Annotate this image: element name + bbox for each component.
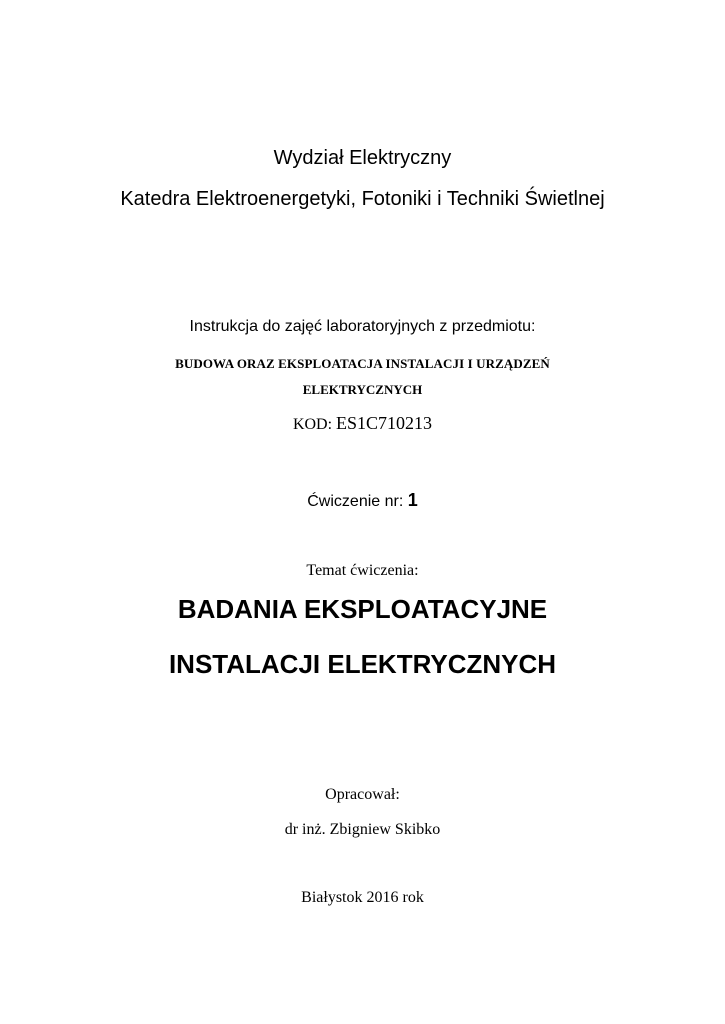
course-code-value: ES1C710213 xyxy=(336,413,433,433)
course-name-line1: BUDOWA ORAZ EKSPLOATACJA INSTALACJI I URZĄDZEŃ xyxy=(175,356,550,371)
course-code-label: KOD: xyxy=(292,416,337,433)
course-code xyxy=(0,413,725,434)
topic-title-line1: BADANIA EKSPLOATACYJNE xyxy=(177,594,548,624)
department-name: Katedra Elektroenergetyki, Fotoniki i Techniki Świetlnej xyxy=(120,188,605,210)
prepared-by-label: Opracował: xyxy=(325,786,400,803)
topic-label: Temat ćwiczenia: xyxy=(306,562,419,579)
author-name: dr inż. Zbigniew Skibko xyxy=(284,821,441,838)
course-intro: Instrukcja do zajęć laboratoryjnych z przedmiotu: xyxy=(189,318,536,335)
exercise-label: Ćwiczenie nr: xyxy=(307,493,408,510)
place-and-year: Białystok 2016 rok xyxy=(301,889,424,906)
exercise-number xyxy=(0,490,725,511)
faculty-name: Wydział Elektryczny xyxy=(273,147,452,169)
topic-title-line2: INSTALACJI ELEKTRYCZNYCH xyxy=(168,649,557,679)
exercise-number-value: 1 xyxy=(407,490,418,510)
course-name-line2: ELEKTRYCZNYCH xyxy=(302,382,423,397)
